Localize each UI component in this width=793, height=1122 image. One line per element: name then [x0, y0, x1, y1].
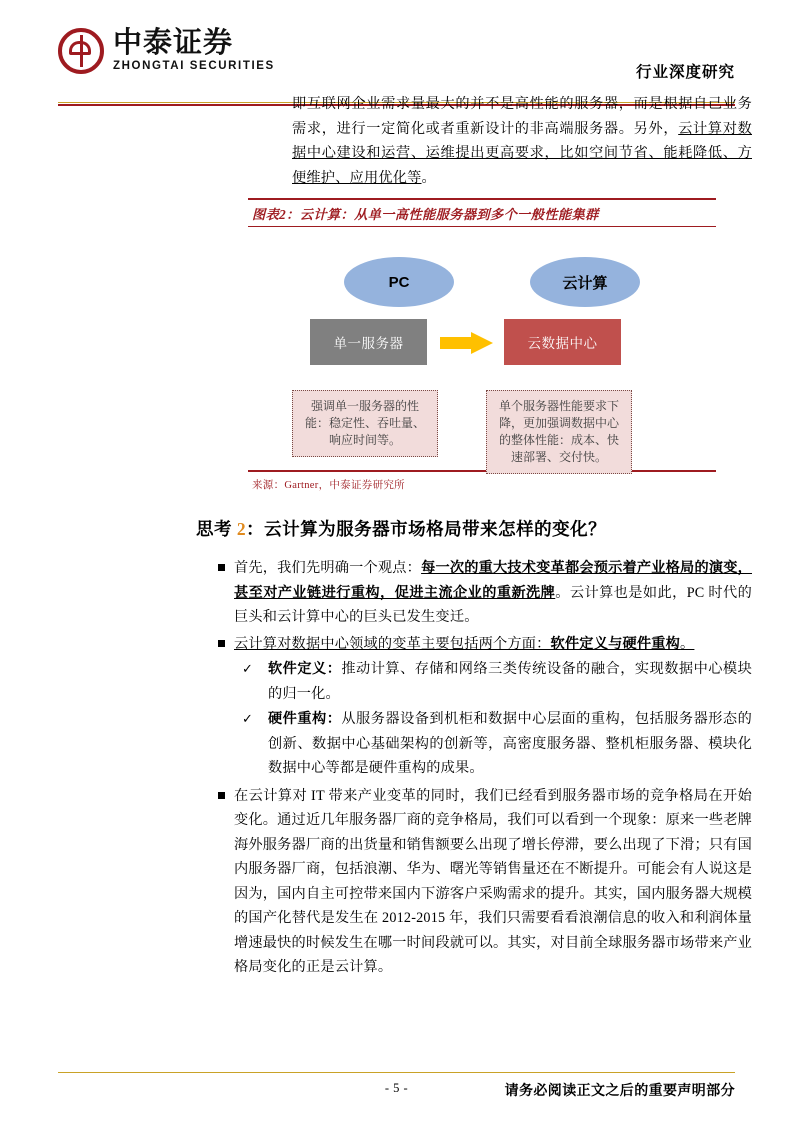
section-prefix: 思考	[196, 519, 232, 539]
list-item	[196, 556, 752, 630]
header-report-type: 行业深度研究	[635, 64, 735, 81]
diagram-box-single-server: 单一服务器	[310, 319, 427, 365]
bullet-square-icon	[196, 784, 234, 808]
bullet-1-emphasis: 每一次的重大技术变革都会预示着产业格局的演变，甚至对产业链进行重构，促进主流企业的重新洗牌	[234, 560, 752, 601]
figure-title: 图表2：云计算：从单一高性能服务器到多个一般性能集群	[252, 207, 599, 222]
sub-list-item	[234, 707, 752, 781]
section-number: 2	[236, 519, 247, 539]
bullet-2-emphasis: 软件定义与硬件重构	[550, 635, 681, 652]
bullet-2-lead: 云计算对数据中心领域的变革主要包括两个方面：	[234, 635, 551, 652]
list-item	[196, 784, 752, 980]
sub-bullet-list	[234, 657, 752, 781]
footer-divider	[58, 1072, 735, 1073]
arrow-shaft	[440, 337, 473, 349]
sub-1-body	[268, 657, 752, 706]
sub-1-term: 软件定义：	[268, 661, 342, 677]
check-icon: ✓	[242, 661, 254, 676]
sub-list-item	[234, 657, 752, 706]
sub-2-text: 从服务器设备到机柜和数据中心层面的重构，包括服务器形态的创新、数据中心基础架构的创新等，高密度服务器、整机柜服务器、模块化数据中心等都是硬件重构的成果。	[268, 711, 752, 776]
bullet-1-lead: 首先，我们先明确一个观点：	[234, 560, 422, 576]
sub-2-term: 硬件重构：	[268, 711, 342, 727]
diagram-arrow-icon	[440, 332, 494, 354]
footer-disclaimer: 请务必阅读正文之后的重要声明部分	[504, 1084, 735, 1099]
page-title	[196, 516, 606, 541]
brand-name-cn: 中泰证券	[113, 27, 234, 60]
zhongtai-logo-icon	[58, 28, 104, 74]
section-title-text: ：云计算为服务器市场格局带来怎样的变化？	[246, 519, 607, 539]
sub-1-text: 推动计算、存储和网络三类传统设备的融合，实现数据中心模块的归一化。	[268, 661, 752, 702]
footer-page-number: - 5 -	[384, 1081, 409, 1095]
bullet-3-body: 在云计算对 IT 带来产业变革的同时，我们已经看到服务器市场的竞争格局在开始变化。通过近几年服务器厂商的竞争格局，我们可以看到一个现象：原来一些老牌海外服务器厂商的出货量和销售额要么出现了增长停滞，要么出现了下滑；只有国内服务器厂商，包括浪潮、华为、曙光等销售量还在不断提升。可能会有人说这是因为，国内自主可控带来国内下游客户采购需求的提升。其实，国内服务器大规模的国产化替代是发生在 2012-2015 年，我们只需要看看浪潮信息的收入和利润体量增速最快的时候发生在哪一时间段就可以。其实，对目前全球服务器市场带来产业格局变化的正是云计算。	[234, 787, 752, 975]
intro-paragraph	[292, 92, 752, 190]
brand-name-en: ZHONGTAI SECURITIES	[113, 60, 275, 73]
intro-text-plain-2: 。	[421, 169, 436, 186]
figure-source: 来源：Gartner，中泰证券研究所	[252, 480, 405, 491]
bullet-square-icon	[196, 556, 234, 580]
arrow-head	[471, 332, 493, 354]
brand-logo-text	[113, 29, 275, 73]
intro-section	[196, 88, 752, 190]
diagram-note-right: 单个服务器性能要求下降，更加强调数据中心的整体性能：成本、快速部署、交付快。	[486, 390, 632, 474]
figure-block	[248, 198, 716, 492]
list-item	[196, 632, 752, 782]
diagram-node-pc: PC	[344, 257, 454, 307]
bullet-2-line	[234, 632, 752, 657]
diagram-note-left: 强调单一服务器的性能：稳定性、吞吐量、响应时间等。	[292, 390, 438, 457]
page-header	[0, 18, 793, 92]
intro-text-underlined: 云计算对数据中心建设和运营、运维提出更高要求，比如空间节省、能耗降低、方便维护、应用优化等	[292, 120, 752, 186]
brand-logo	[58, 28, 275, 74]
bullet-2-body	[234, 632, 752, 782]
bullet-2-tail: 。	[680, 635, 695, 652]
bullet-square-icon	[196, 632, 234, 656]
sub-2-body	[268, 707, 752, 781]
bullet-1-body	[234, 556, 752, 630]
check-icon: ✓	[242, 711, 254, 726]
diagram-node-cloud-computing: 云计算	[530, 257, 640, 307]
intro-text-plain-1: 即互联网企业需求量最大的并不是高性能的服务器，而是根据自己业务需求，进行一定简化或者重新设计的非高端服务器。另外，	[292, 96, 752, 137]
figure-diagram	[248, 227, 716, 470]
bullet-1-tail: 。云计算也是如此，PC 时代的巨头和云计算中心的巨头已发生变迁。	[234, 584, 752, 625]
bullet-list	[196, 556, 752, 982]
diagram-box-cloud-datacenter: 云数据中心	[504, 319, 621, 365]
